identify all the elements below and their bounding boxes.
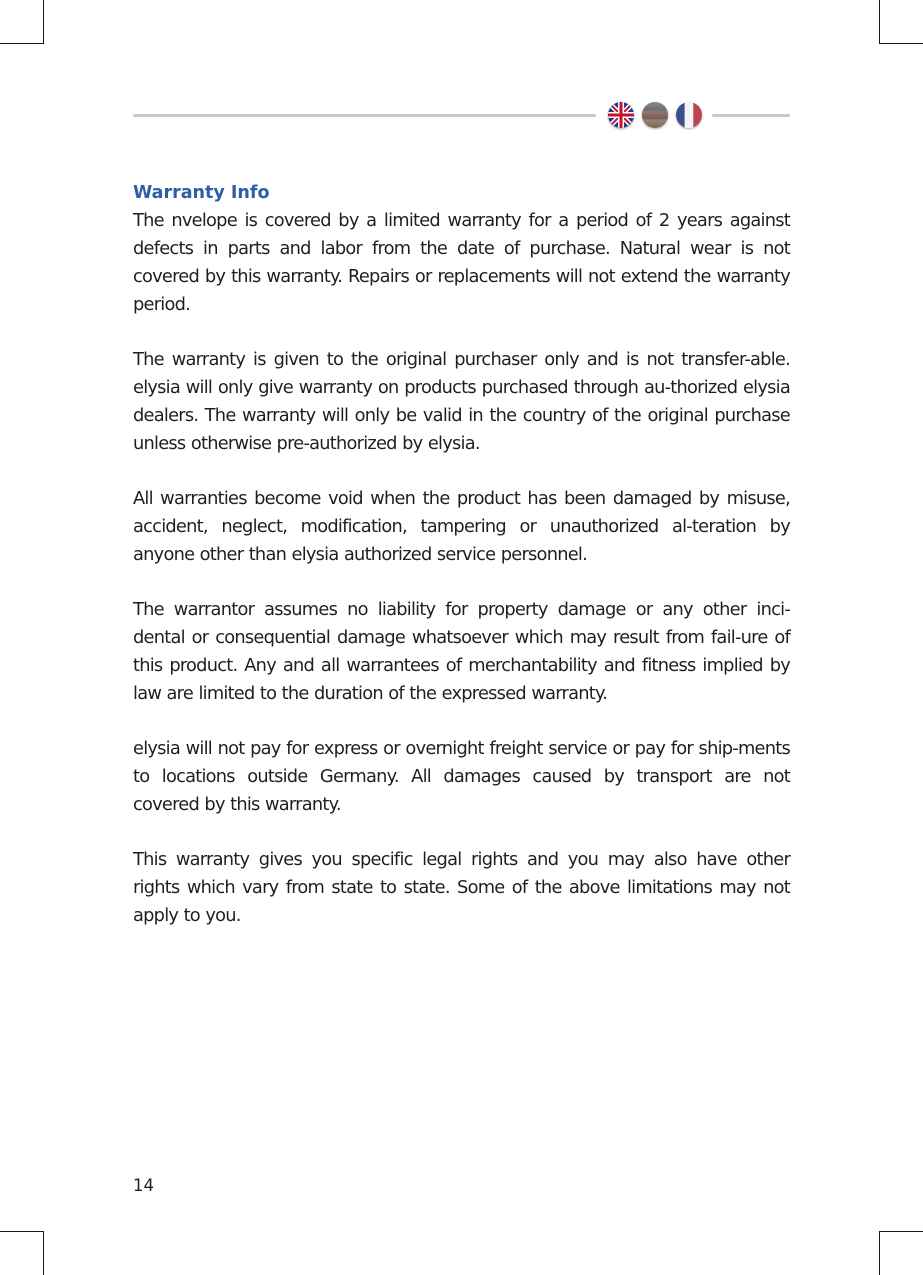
header-rule-right <box>712 114 790 117</box>
paragraph-liability: The warrantor assumes no liability for property damage or any other inci-dental or consequential damage whatsoever which may result from fail-ure of this product. Any and all warrantees of merchantability and fitness implied by law are limited to the duration of the expressed warranty. <box>133 599 790 704</box>
crop-mark-bottom-right-vertical <box>879 1231 880 1275</box>
paragraph-coverage: The nvelope is covered by a limited warranty for a period of 2 years against defects in parts and labor from the date of purchase. Natural wear is not covered by this warranty. Repairs or replacements will not extend the warranty period. <box>133 210 790 315</box>
crop-mark-top-left-vertical <box>43 0 44 44</box>
germany-flag-icon[interactable] <box>642 102 668 128</box>
paragraph-legal-rights: This warranty gives you specific legal rights and you may also have other rights which vary from state to state. Some of the above limitations may not apply to you. <box>133 849 790 926</box>
crop-mark-top-right-horizontal <box>879 43 923 44</box>
france-flag-icon[interactable] <box>676 102 702 128</box>
warranty-section <box>133 179 790 957</box>
paragraph-shipping: elysia will not pay for express or overnight freight service or pay for ship-ments to locations outside Germany. All damages caused by transport are not covered by this warranty. <box>133 738 790 815</box>
paragraph-void-conditions: All warranties become void when the product has been damaged by misuse, accident, neglect, modification, tampering or unauthorized al-teration by anyone other than elysia authorized service personnel. <box>133 488 790 565</box>
crop-mark-bottom-left-horizontal <box>0 1231 44 1232</box>
crop-mark-top-right-vertical <box>879 0 880 44</box>
section-heading: Warranty Info <box>133 183 270 203</box>
header-rule-left <box>133 114 596 117</box>
crop-mark-top-left-horizontal <box>0 43 44 44</box>
crop-mark-bottom-right-horizontal <box>879 1231 923 1232</box>
page-number: 14 <box>133 1176 154 1195</box>
paragraph-original-purchaser: The warranty is given to the original purchaser only and is not transfer-able. elysia will only give warranty on products purchased through au-thorized elysia dealers. The warranty will only be valid in the country of the original purchase unless otherwise pre-authorized by elysia. <box>133 349 790 454</box>
uk-flag-icon[interactable] <box>608 102 634 128</box>
crop-mark-bottom-left-vertical <box>43 1231 44 1275</box>
